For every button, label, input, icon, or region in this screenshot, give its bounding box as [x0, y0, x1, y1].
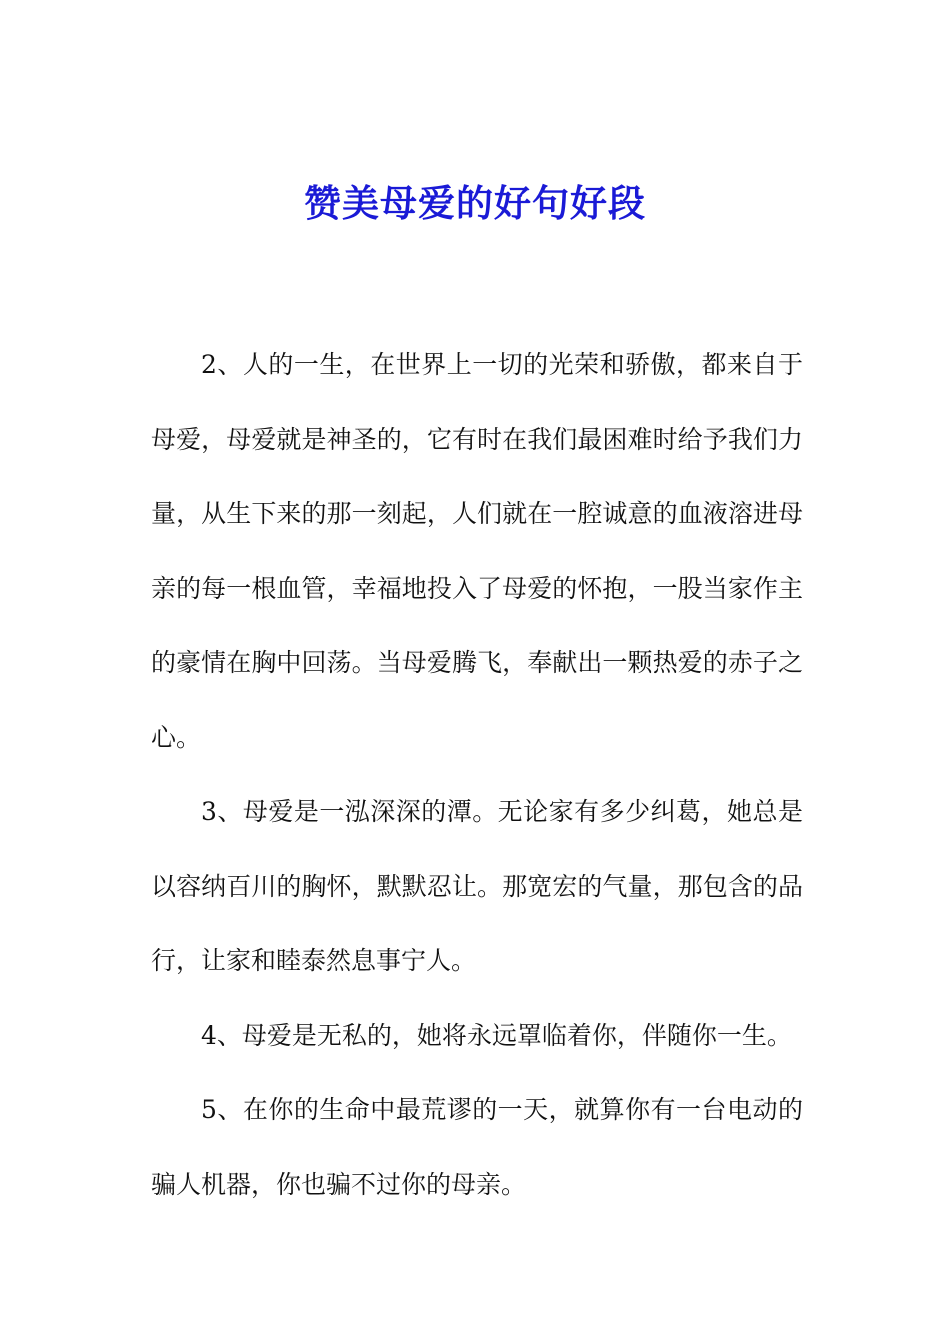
page-title: 赞美母爱的好句好段: [304, 181, 646, 225]
document-body: [151, 328, 803, 1222]
paragraph-2: 2、人的一生，在世界上一切的光荣和骄傲，都来自于母爱，母爱就是神圣的，它有时在我们最困难时给予我们力量，从生下来的那一刻起，人们就在一腔诚意的血液溶进母亲的每一根血管，幸福地投入了母爱的怀抱，一股当家作主的豪情在胸中回荡。当母爱腾飞，奉献出一颗热爱的赤子之心。: [151, 350, 803, 752]
paragraph-4: 4、母爱是无私的，她将永远罩临着你，伴随你一生。: [201, 1020, 792, 1050]
paragraph-3: 3、母爱是一泓深深的潭。无论家有多少纠葛，她总是以容纳百川的胸怀，默默忍让。那宽宏的气量，那包含的品行，让家和睦泰然息事宁人。: [151, 797, 803, 975]
paragraph-5: 5、在你的生命中最荒谬的一天，就算你有一台电动的骗人机器，你也骗不过你的母亲。: [151, 1095, 803, 1199]
